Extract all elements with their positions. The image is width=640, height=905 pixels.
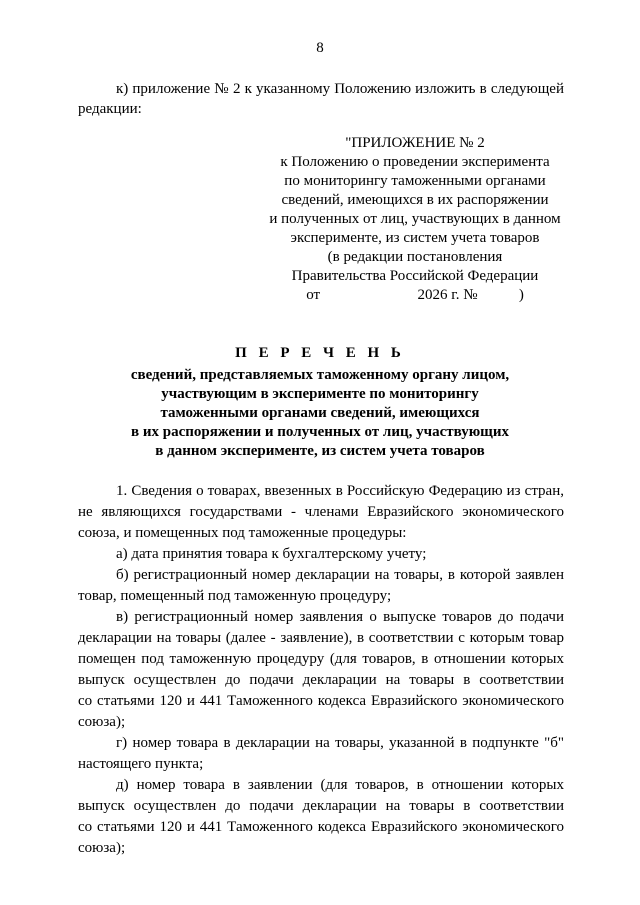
- body-line: в) регистрационный номер заявления о выпуске товаров до подачи: [116, 609, 564, 625]
- appendix-line: сведений, имеющихся в их распоряжении: [281, 192, 549, 208]
- body-line: настоящего пункта;: [78, 756, 204, 772]
- body-line: выпуск осуществлен до подачи декларации на товары в соответствии: [78, 798, 564, 814]
- body-line: декларации на товары (далее - заявление), в соответствии с которым товар: [78, 630, 564, 646]
- body-line: товар, помещенный под таможенную процедуру;: [78, 588, 392, 604]
- body-line: со статьями 120 и 441 Таможенного кодекса Евразийского экономического: [78, 693, 564, 709]
- subtitle-line: в данном эксперименте, из систем учета товаров: [155, 443, 485, 459]
- body-line: выпуск осуществлен до подачи декларации на товары в соответствии: [78, 672, 564, 688]
- body-line: г) номер товара в декларации на товары, указанной в подпункте "б": [116, 735, 564, 751]
- subtitle-line: таможенными органами сведений, имеющихся: [160, 405, 480, 421]
- page-number: 8: [316, 40, 324, 56]
- body-line: союза);: [78, 840, 126, 856]
- document-title: П Е Р Е Ч Е Н Ь: [235, 345, 405, 361]
- body-line: союза);: [78, 714, 126, 730]
- subtitle-line: в их распоряжении и полученных от лиц, участвующих: [131, 424, 509, 440]
- body-line: б) регистрационный номер декларации на товары, в которой заявлен: [116, 567, 564, 583]
- body-line: а) дата принятия товара к бухгалтерскому учету;: [116, 546, 427, 562]
- appendix-line: и полученных от лиц, участвующих в данном: [269, 211, 561, 227]
- subtitle-line: сведений, представляемых таможенному органу лицом,: [130, 367, 510, 383]
- intro-line-2: редакции:: [78, 101, 142, 117]
- appendix-line: (в редакции постановления: [327, 249, 503, 265]
- appendix-title: "ПРИЛОЖЕНИЕ № 2: [345, 135, 485, 151]
- body-line: не являющихся государствами - членами Евразийского экономического: [78, 504, 564, 520]
- body-line: со статьями 120 и 441 Таможенного кодекса Евразийского экономического: [78, 819, 564, 835]
- intro-line-1: к) приложение № 2 к указанному Положению изложить в следующей: [116, 81, 564, 97]
- body-line: д) номер товара в заявлении (для товаров, в отношении которых: [116, 777, 564, 793]
- body-line: помещен под таможенную процедуру (для товаров, в отношении которых: [78, 651, 564, 667]
- appendix-line: эксперименте, из систем учета товаров: [290, 230, 540, 246]
- body-line: союза, и помещенных под таможенные процедуры:: [78, 525, 407, 541]
- appendix-line: по мониторингу таможенными органами: [284, 173, 546, 189]
- appendix-line: Правительства Российской Федерации: [291, 268, 539, 284]
- appendix-line: к Положению о проведении эксперимента: [280, 154, 550, 170]
- appendix-date-line: от 2026 г. № ): [306, 287, 524, 303]
- subtitle-line: участвующим в эксперименте по мониторингу: [161, 386, 479, 402]
- body-line: 1. Сведения о товарах, ввезенных в Российскую Федерацию из стран,: [116, 483, 564, 499]
